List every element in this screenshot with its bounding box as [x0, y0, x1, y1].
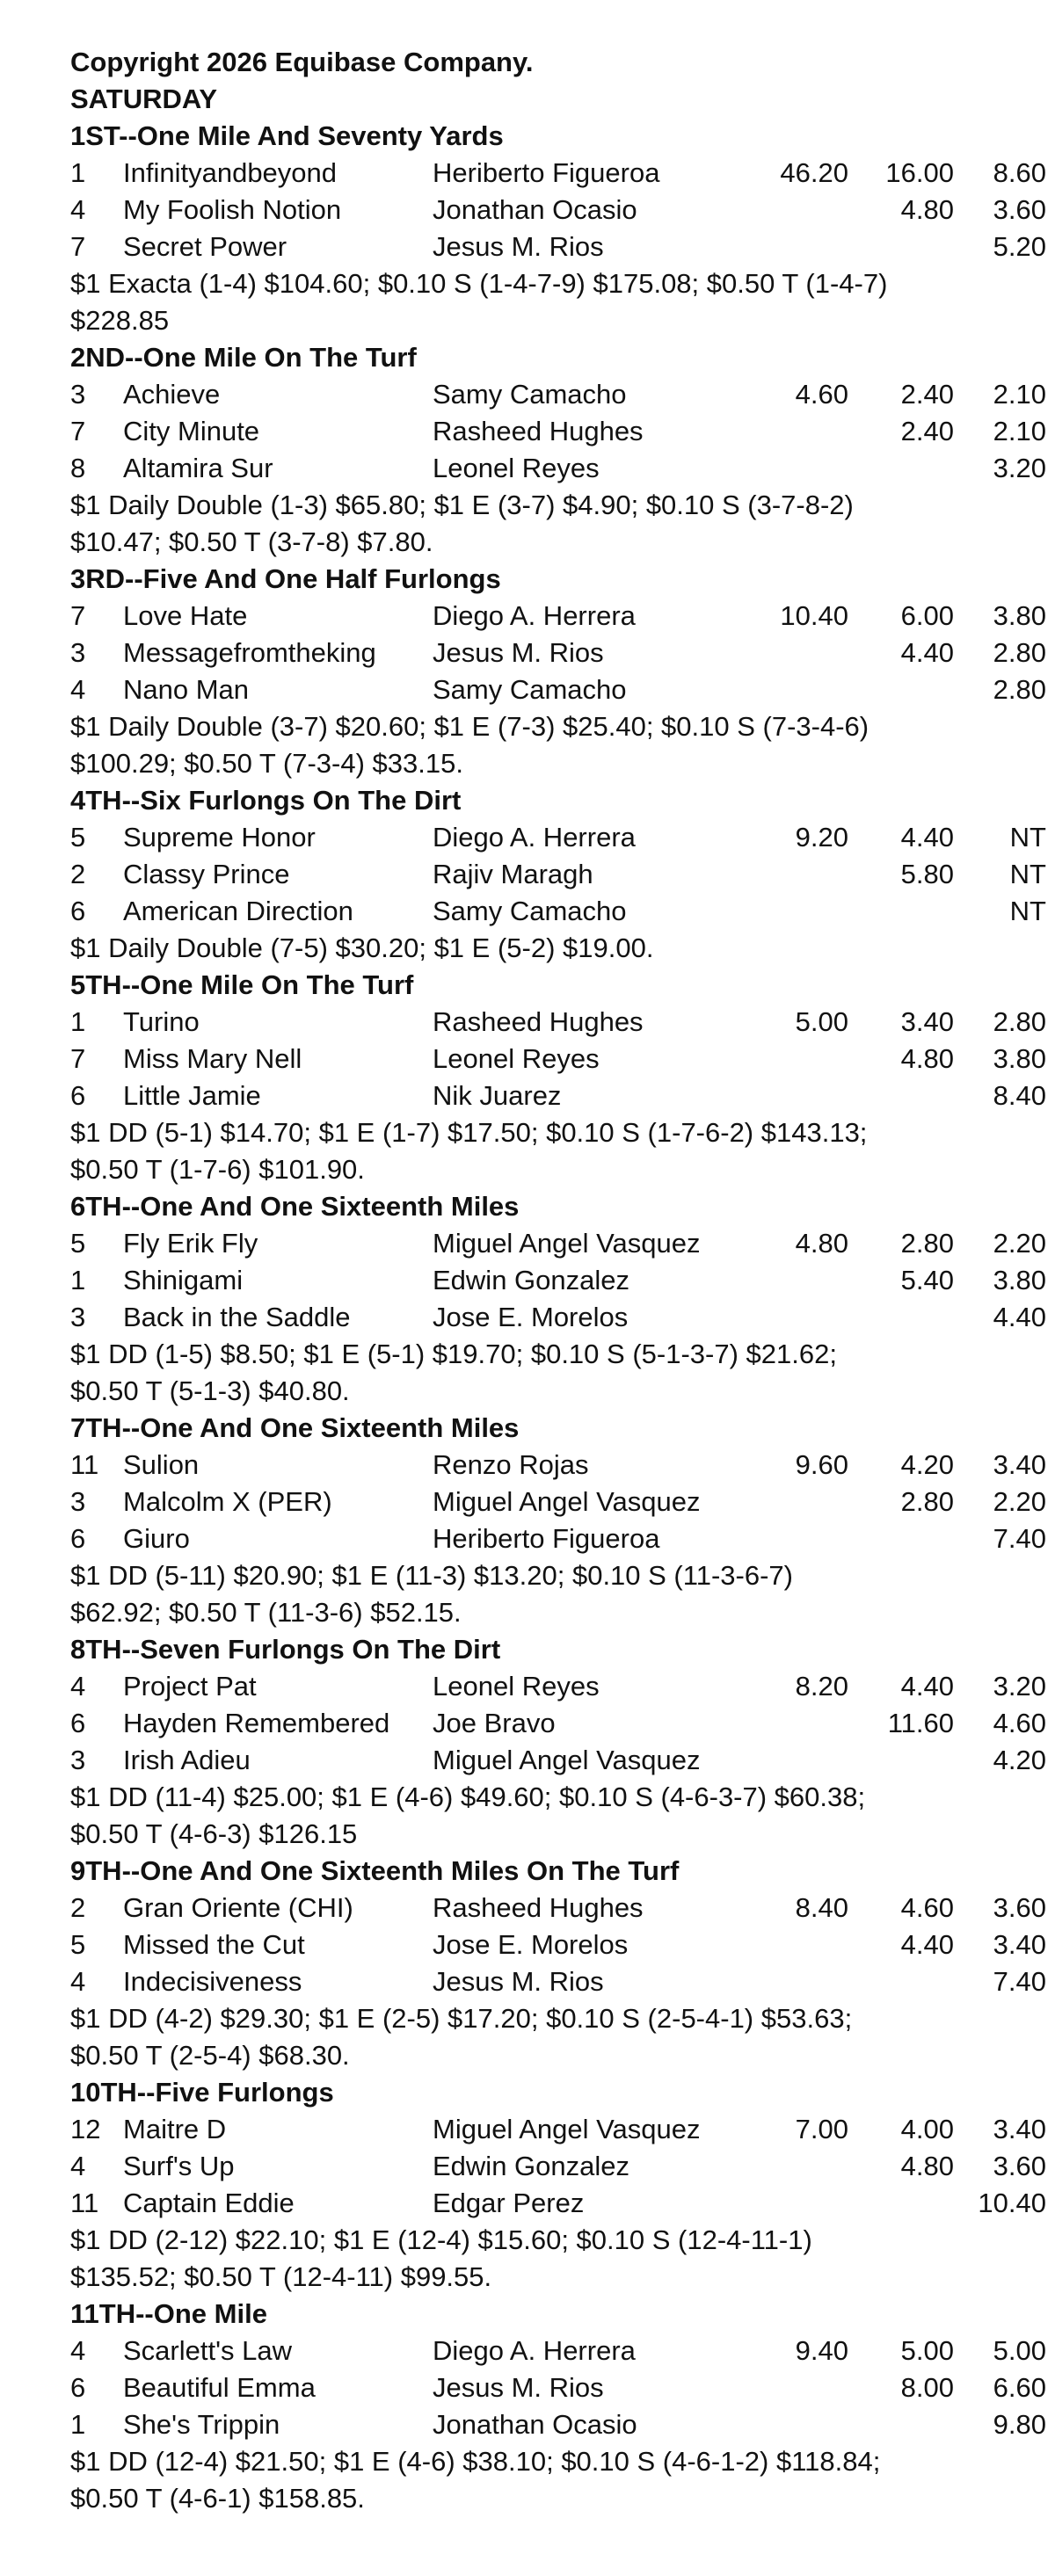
exotic-payoffs-line: $1 DD (11-4) $25.00; $1 E (4-6) $49.60; $0.10 S (4-6-3-7) $60.38; [70, 1781, 866, 1812]
jockey-name: Diego A. Herrera [433, 822, 636, 853]
horse-name: Achieve [123, 379, 221, 410]
post-position: 4 [70, 194, 86, 225]
show-payout: NT [1009, 896, 1046, 926]
post-position: 2 [70, 1892, 86, 1923]
exotic-payoffs-line: $135.52; $0.50 T (12-4-11) $99.55. [70, 2261, 492, 2292]
finisher-row [70, 1705, 1046, 1742]
horse-name: Fly Erik Fly [123, 1228, 258, 1259]
exotic-payoffs-line: $1 DD (5-1) $14.70; $1 E (1-7) $17.50; $0.10 S (1-7-6-2) $143.13; [70, 1117, 868, 1148]
post-position: 4 [70, 2151, 86, 2181]
show-payout: 2.20 [993, 1486, 1046, 1517]
post-position: 6 [70, 896, 86, 926]
jockey-name: Rasheed Hughes [433, 416, 644, 446]
post-position: 3 [70, 379, 86, 410]
finisher-row [70, 1520, 1046, 1557]
jockey-name: Leonel Reyes [433, 453, 600, 483]
post-position: 6 [70, 1080, 86, 1111]
show-payout: 2.10 [993, 379, 1046, 410]
race-title: 1ST--One Mile And Seventy Yards [70, 120, 504, 151]
horse-name: Beautiful Emma [123, 2372, 316, 2403]
exotic-payoffs-line: $0.50 T (2-5-4) $68.30. [70, 2040, 350, 2071]
race-title: 3RD--Five And One Half Furlongs [70, 563, 501, 594]
place-payout: 2.40 [900, 379, 954, 410]
post-position: 4 [70, 1966, 86, 1997]
jockey-name: Diego A. Herrera [433, 2335, 636, 2366]
jockey-name: Jonathan Ocasio [433, 2409, 637, 2440]
jockey-name: Jesus M. Rios [433, 1966, 604, 1997]
win-payout: 4.60 [795, 379, 848, 410]
exotic-payoffs-line: $10.47; $0.50 T (3-7-8) $7.80. [70, 526, 433, 557]
post-position: 5 [70, 1929, 86, 1960]
finisher-row [70, 635, 1046, 671]
post-position: 7 [70, 416, 86, 446]
show-payout: 10.40 [978, 2188, 1046, 2218]
exotic-payoffs-line: $1 Daily Double (1-3) $65.80; $1 E (3-7) $4.90; $0.10 S (3-7-8-2) [70, 490, 854, 520]
exotic-payoffs-line: $100.29; $0.50 T (7-3-4) $33.15. [70, 748, 463, 779]
exotic-payoffs-line: $1 DD (4-2) $29.30; $1 E (2-5) $17.20; $0.10 S (2-5-4-1) $53.63; [70, 2003, 853, 2034]
show-payout: 2.80 [993, 1006, 1046, 1037]
exotic-payoffs-line: $0.50 T (4-6-1) $158.85. [70, 2483, 365, 2514]
finisher-row [70, 671, 1046, 708]
jockey-name: Jesus M. Rios [433, 2372, 604, 2403]
exotic-payoffs-line: $1 Daily Double (3-7) $20.60; $1 E (7-3) $25.40; $0.10 S (7-3-4-6) [70, 711, 869, 742]
horse-name: My Foolish Notion [123, 194, 342, 225]
exotic-payoffs-line: $1 Daily Double (7-5) $30.20; $1 E (5-2) $19.00. [70, 932, 654, 963]
jockey-name: Samy Camacho [433, 674, 627, 705]
finisher-row [70, 2406, 1046, 2443]
exotic-payoffs-line: $1 DD (2-12) $22.10; $1 E (12-4) $15.60; $0.10 S (12-4-11-1) [70, 2224, 812, 2255]
horse-name: Altamira Sur [123, 453, 273, 483]
finisher-row [70, 1484, 1046, 1520]
post-position: 3 [70, 1745, 86, 1775]
race-block [70, 967, 1046, 1188]
place-payout: 11.60 [887, 1708, 954, 1738]
jockey-name: Rasheed Hughes [433, 1006, 644, 1037]
show-payout: 3.80 [993, 600, 1046, 631]
exotic-payoffs-line: $1 Exacta (1-4) $104.60; $0.10 S (1-4-7-9) $175.08; $0.50 T (1-4-7) [70, 268, 888, 299]
finisher-row [70, 1299, 1046, 1336]
jockey-name: Miguel Angel Vasquez [433, 1228, 701, 1259]
post-position: 12 [70, 2114, 101, 2144]
horse-name: Turino [123, 1006, 200, 1037]
post-position: 11 [70, 2188, 99, 2218]
show-payout: 2.80 [993, 674, 1046, 705]
race-title: 9TH--One And One Sixteenth Miles On The Turf [70, 1855, 680, 1886]
post-position: 1 [70, 157, 86, 188]
jockey-name: Leonel Reyes [433, 1043, 600, 1074]
finisher-row [70, 2333, 1046, 2369]
post-position: 4 [70, 1671, 86, 1702]
day-heading: SATURDAY [70, 83, 218, 114]
show-payout: 4.20 [993, 1745, 1046, 1775]
show-payout: 2.80 [993, 637, 1046, 668]
race-block [70, 339, 1046, 561]
finisher-row [70, 893, 1046, 930]
post-position: 1 [70, 1265, 86, 1295]
finisher-row [70, 2369, 1046, 2406]
horse-name: Miss Mary Nell [123, 1043, 302, 1074]
horse-name: She's Trippin [123, 2409, 280, 2440]
place-payout: 4.60 [900, 1892, 954, 1923]
horse-name: Sulion [123, 1449, 200, 1480]
post-position: 3 [70, 637, 86, 668]
post-position: 7 [70, 231, 86, 262]
exotic-payoffs-line: $62.92; $0.50 T (11-3-6) $52.15. [70, 1597, 462, 1628]
jockey-name: Jesus M. Rios [433, 231, 604, 262]
show-payout: 3.60 [993, 1892, 1046, 1923]
post-position: 4 [70, 674, 86, 705]
win-payout: 4.80 [795, 1228, 848, 1259]
jockey-name: Edwin Gonzalez [433, 2151, 630, 2181]
race-title: 10TH--Five Furlongs [70, 2077, 334, 2108]
horse-name: Messagefromtheking [123, 637, 376, 668]
exotic-payoffs-line: $0.50 T (4-6-3) $126.15 [70, 1818, 358, 1849]
horse-name: Missed the Cut [123, 1929, 305, 1960]
finisher-row [70, 1225, 1046, 1262]
race-block [70, 1188, 1046, 1410]
race-block [70, 561, 1046, 782]
jockey-name: Diego A. Herrera [433, 600, 636, 631]
show-payout: 3.60 [993, 2151, 1046, 2181]
jockey-name: Edwin Gonzalez [433, 1265, 630, 1295]
jockey-name: Nik Juarez [433, 1080, 562, 1111]
race-block [70, 1853, 1046, 2074]
place-payout: 4.80 [900, 1043, 954, 1074]
post-position: 3 [70, 1486, 86, 1517]
horse-name: Shinigami [123, 1265, 244, 1295]
finisher-row [70, 1668, 1046, 1705]
post-position: 5 [70, 1228, 86, 1259]
place-payout: 4.80 [900, 194, 954, 225]
finisher-row [70, 1262, 1046, 1299]
finisher-row [70, 2148, 1046, 2185]
jockey-name: Samy Camacho [433, 379, 627, 410]
finisher-row [70, 1890, 1046, 1927]
jockey-name: Jonathan Ocasio [433, 194, 637, 225]
jockey-name: Heriberto Figueroa [433, 157, 660, 188]
horse-name: Project Pat [123, 1671, 257, 1702]
post-position: 6 [70, 2372, 86, 2403]
post-position: 5 [70, 822, 86, 853]
show-payout: 6.60 [993, 2372, 1046, 2403]
jockey-name: Joe Bravo [433, 1708, 556, 1738]
show-payout: 5.20 [993, 231, 1046, 262]
race-title: 7TH--One And One Sixteenth Miles [70, 1412, 520, 1443]
place-payout: 4.40 [900, 1671, 954, 1702]
win-payout: 8.40 [795, 1892, 848, 1923]
win-payout: 7.00 [795, 2114, 848, 2144]
horse-name: Supreme Honor [123, 822, 316, 853]
horse-name: Scarlett's Law [123, 2335, 292, 2366]
horse-name: Captain Eddie [123, 2188, 295, 2218]
jockey-name: Rajiv Maragh [433, 859, 593, 889]
finisher-row [70, 1447, 1046, 1484]
horse-name: Nano Man [123, 674, 250, 705]
show-payout: 3.80 [993, 1265, 1046, 1295]
place-payout: 5.40 [900, 1265, 954, 1295]
jockey-name: Samy Camacho [433, 896, 627, 926]
exotic-payoffs-line: $1 DD (5-11) $20.90; $1 E (11-3) $13.20; $0.10 S (11-3-6-7) [70, 1560, 793, 1591]
win-payout: 5.00 [795, 1006, 848, 1037]
horse-name: American Direction [123, 896, 353, 926]
race-title: 6TH--One And One Sixteenth Miles [70, 1191, 520, 1222]
finisher-row [70, 598, 1046, 635]
horse-name: Hayden Remembered [123, 1708, 390, 1738]
exotic-payoffs-line: $228.85 [70, 305, 170, 336]
show-payout: 7.40 [993, 1966, 1046, 1997]
jockey-name: Jose E. Morelos [433, 1929, 629, 1960]
jockey-name: Edgar Perez [433, 2188, 585, 2218]
finisher-row [70, 2185, 1046, 2222]
horse-name: City Minute [123, 416, 260, 446]
jockey-name: Rasheed Hughes [433, 1892, 644, 1923]
show-payout: 3.40 [993, 2114, 1046, 2144]
win-payout: 10.40 [780, 600, 848, 631]
horse-name: Surf's Up [123, 2151, 235, 2181]
show-payout: 2.10 [993, 416, 1046, 446]
show-payout: 3.40 [993, 1929, 1046, 1960]
place-payout: 8.00 [900, 2372, 954, 2403]
race-title: 2ND--One Mile On The Turf [70, 342, 417, 373]
place-payout: 2.80 [900, 1486, 954, 1517]
race-block [70, 782, 1046, 967]
show-payout: 3.80 [993, 1043, 1046, 1074]
place-payout: 2.80 [900, 1228, 954, 1259]
show-payout: 8.60 [993, 157, 1046, 188]
place-payout: 3.40 [900, 1006, 954, 1037]
horse-name: Irish Adieu [123, 1745, 251, 1775]
exotic-payoffs-line: $0.50 T (1-7-6) $101.90. [70, 1154, 365, 1185]
finisher-row [70, 2111, 1046, 2148]
finisher-row [70, 1041, 1046, 1078]
post-position: 6 [70, 1523, 86, 1554]
show-payout: 3.60 [993, 194, 1046, 225]
race-block [70, 2296, 1046, 2517]
finisher-row [70, 1004, 1046, 1041]
post-position: 6 [70, 1708, 86, 1738]
finisher-row [70, 856, 1046, 893]
jockey-name: Miguel Angel Vasquez [433, 2114, 701, 2144]
place-payout: 5.80 [900, 859, 954, 889]
finisher-row [70, 413, 1046, 450]
win-payout: 9.20 [795, 822, 848, 853]
race-block [70, 118, 1046, 339]
finisher-row [70, 376, 1046, 413]
horse-name: Classy Prince [123, 859, 290, 889]
jockey-name: Heriberto Figueroa [433, 1523, 660, 1554]
place-payout: 4.20 [900, 1449, 954, 1480]
horse-name: Maitre D [123, 2114, 227, 2144]
win-payout: 9.40 [795, 2335, 848, 2366]
horse-name: Gran Oriente (CHI) [123, 1892, 353, 1923]
race-results-list [70, 118, 1046, 2517]
finisher-row [70, 819, 1046, 856]
show-payout: 7.40 [993, 1523, 1046, 1554]
post-position: 11 [70, 1449, 99, 1480]
place-payout: 2.40 [900, 416, 954, 446]
post-position: 3 [70, 1302, 86, 1332]
place-payout: 4.80 [900, 2151, 954, 2181]
jockey-name: Leonel Reyes [433, 1671, 600, 1702]
win-payout: 9.60 [795, 1449, 848, 1480]
win-payout: 46.20 [780, 157, 848, 188]
race-block [70, 2074, 1046, 2296]
show-payout: 4.40 [993, 1302, 1046, 1332]
place-payout: 16.00 [885, 157, 954, 188]
place-payout: 4.40 [900, 637, 954, 668]
exotic-payoffs-line: $1 DD (1-5) $8.50; $1 E (5-1) $19.70; $0.10 S (5-1-3-7) $21.62; [70, 1339, 837, 1369]
place-payout: 6.00 [900, 600, 954, 631]
finisher-row [70, 192, 1046, 229]
horse-name: Infinityandbeyond [123, 157, 338, 188]
finisher-row [70, 1078, 1046, 1114]
win-payout: 8.20 [795, 1671, 848, 1702]
jockey-name: Miguel Angel Vasquez [433, 1486, 701, 1517]
finisher-row [70, 1927, 1046, 1963]
race-block [70, 1410, 1046, 1631]
race-title: 11TH--One Mile [70, 2298, 267, 2329]
show-payout: 4.60 [993, 1708, 1046, 1738]
show-payout: NT [1009, 859, 1046, 889]
horse-name: Indecisiveness [123, 1966, 302, 1997]
post-position: 1 [70, 1006, 86, 1037]
jockey-name: Jesus M. Rios [433, 637, 604, 668]
finisher-row [70, 450, 1046, 487]
place-payout: 4.00 [900, 2114, 954, 2144]
horse-name: Secret Power [123, 231, 287, 262]
copyright-line: Copyright 2026 Equibase Company. [70, 47, 534, 77]
place-payout: 4.40 [900, 822, 954, 853]
show-payout: 3.20 [993, 453, 1046, 483]
show-payout: 5.00 [993, 2335, 1046, 2366]
show-payout: 2.20 [993, 1228, 1046, 1259]
post-position: 7 [70, 600, 86, 631]
show-payout: 8.40 [993, 1080, 1046, 1111]
exotic-payoffs-line: $0.50 T (5-1-3) $40.80. [70, 1375, 350, 1406]
horse-name: Giuro [123, 1523, 190, 1554]
finisher-row [70, 229, 1046, 265]
horse-name: Little Jamie [123, 1080, 261, 1111]
race-title: 5TH--One Mile On The Turf [70, 969, 414, 1000]
post-position: 8 [70, 453, 86, 483]
jockey-name: Miguel Angel Vasquez [433, 1745, 701, 1775]
post-position: 7 [70, 1043, 86, 1074]
finisher-row [70, 1963, 1046, 2000]
show-payout: 3.40 [993, 1449, 1046, 1480]
race-title: 4TH--Six Furlongs On The Dirt [70, 785, 462, 816]
horse-name: Love Hate [123, 600, 248, 631]
jockey-name: Jose E. Morelos [433, 1302, 629, 1332]
post-position: 1 [70, 2409, 86, 2440]
exotic-payoffs-line: $1 DD (12-4) $21.50; $1 E (4-6) $38.10; $0.10 S (4-6-1-2) $118.84; [70, 2446, 881, 2477]
show-payout: 3.20 [993, 1671, 1046, 1702]
post-position: 2 [70, 859, 86, 889]
race-block [70, 1631, 1046, 1853]
horse-name: Malcolm X (PER) [123, 1486, 332, 1517]
race-title: 8TH--Seven Furlongs On The Dirt [70, 1634, 501, 1665]
finisher-row [70, 1742, 1046, 1779]
show-payout: 9.80 [993, 2409, 1046, 2440]
show-payout: NT [1009, 822, 1046, 853]
finisher-row [70, 155, 1046, 192]
post-position: 4 [70, 2335, 86, 2366]
jockey-name: Renzo Rojas [433, 1449, 589, 1480]
place-payout: 5.00 [900, 2335, 954, 2366]
place-payout: 4.40 [900, 1929, 954, 1960]
horse-name: Back in the Saddle [123, 1302, 351, 1332]
